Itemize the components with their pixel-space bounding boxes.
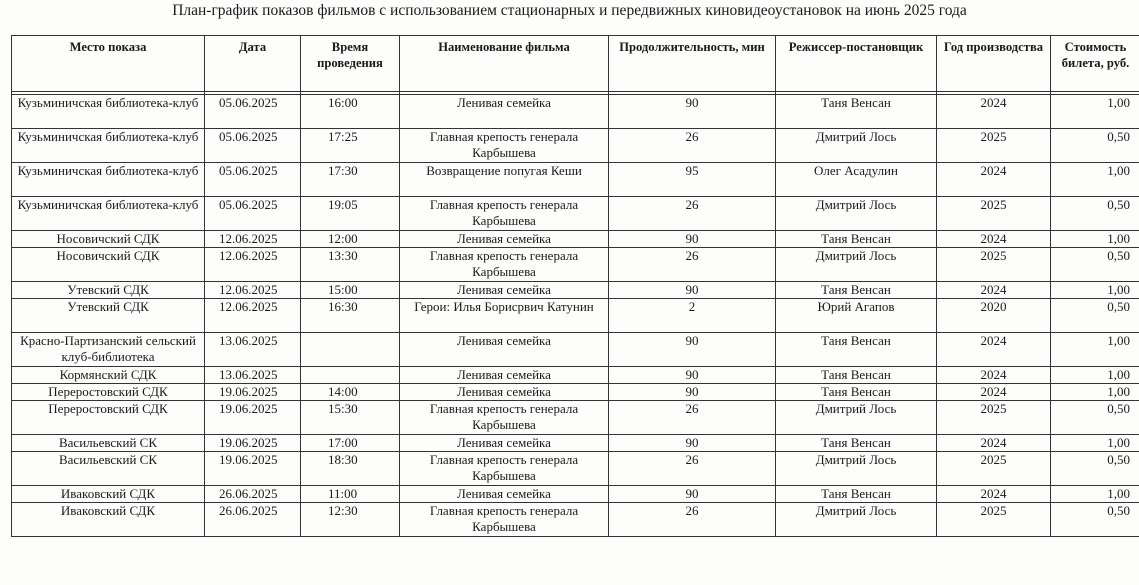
cell-year: 2025 [937,129,1051,163]
cell-director: Таня Венсан [776,333,937,367]
cell-film: Ленивая семейка [400,95,609,129]
schedule-table [11,35,1139,537]
cell-duration: 26 [609,248,776,282]
cell-year: 2024 [937,231,1051,248]
cell-price: 0,50 [1051,452,1139,486]
cell-venue: Васильевский СК [12,435,205,452]
table-body [12,92,1139,537]
cell-time: 14:00 [301,384,400,401]
cell-date: 13.06.2025 [205,333,301,367]
table-row [12,95,1139,129]
cell-film: Ленивая семейка [400,333,609,367]
cell-time: 17:30 [301,163,400,197]
cell-year: 2024 [937,95,1051,129]
cell-price: 1,00 [1051,95,1139,129]
cell-date: 12.06.2025 [205,299,301,333]
cell-date: 12.06.2025 [205,248,301,282]
cell-duration: 90 [609,333,776,367]
cell-director: Дмитрий Лось [776,248,937,282]
table-row [12,163,1139,197]
cell-time: 19:05 [301,197,400,231]
cell-price: 0,50 [1051,299,1139,333]
cell-time: 16:00 [301,95,400,129]
cell-director: Таня Венсан [776,435,937,452]
cell-director: Таня Венсан [776,231,937,248]
cell-date: 05.06.2025 [205,163,301,197]
cell-venue: Переростовский СДК [12,401,205,435]
cell-director: Дмитрий Лось [776,452,937,486]
table-row [12,129,1139,163]
cell-date: 19.06.2025 [205,435,301,452]
cell-film: Главная крепость генерала Карбышева [400,248,609,282]
cell-director: Дмитрий Лось [776,129,937,163]
header-price: Стоимость билета, руб. [1051,36,1139,92]
header-date: Дата [205,36,301,92]
cell-price: 0,50 [1051,503,1139,537]
cell-price: 1,00 [1051,333,1139,367]
cell-duration: 2 [609,299,776,333]
cell-director: Таня Венсан [776,486,937,503]
cell-director: Дмитрий Лось [776,503,937,537]
cell-time [301,367,400,384]
cell-date: 19.06.2025 [205,452,301,486]
cell-time: 17:25 [301,129,400,163]
table-row [12,231,1139,248]
cell-venue: Носовичский СДК [12,231,205,248]
cell-duration: 26 [609,503,776,537]
cell-time: 17:00 [301,435,400,452]
cell-director: Дмитрий Лось [776,197,937,231]
cell-venue: Утевский СДК [12,299,205,333]
table-row [12,452,1139,486]
cell-year: 2024 [937,384,1051,401]
cell-film: Ленивая семейка [400,435,609,452]
cell-price: 0,50 [1051,248,1139,282]
cell-director: Таня Венсан [776,282,937,299]
cell-time: 12:30 [301,503,400,537]
cell-director: Таня Венсан [776,384,937,401]
table-row [12,367,1139,384]
cell-director: Таня Венсан [776,367,937,384]
cell-year: 2025 [937,503,1051,537]
header-time: Время проведения [301,36,400,92]
cell-time: 12:00 [301,231,400,248]
cell-venue: Васильевский СК [12,452,205,486]
page-title: План-график показов фильмов с использованием стационарных и передвижных киновидеоустановок на июнь 2025 года [172,2,967,19]
cell-venue: Переростовский СДК [12,384,205,401]
cell-year: 2024 [937,163,1051,197]
table-row [12,282,1139,299]
cell-date: 05.06.2025 [205,95,301,129]
cell-venue: Красно-Партизанский сельский клуб-библиотека [12,333,205,367]
cell-film: Ленивая семейка [400,231,609,248]
cell-film: Главная крепость генерала Карбышева [400,129,609,163]
header-year: Год производства [937,36,1051,92]
cell-venue: Кузьминичская библиотека-клуб [12,95,205,129]
cell-film: Ленивая семейка [400,282,609,299]
table-row [12,299,1139,333]
table-row [12,248,1139,282]
cell-price: 1,00 [1051,384,1139,401]
cell-year: 2024 [937,367,1051,384]
cell-price: 1,00 [1051,231,1139,248]
cell-price: 1,00 [1051,435,1139,452]
cell-time: 11:00 [301,486,400,503]
cell-venue: Кузьминичская библиотека-клуб [12,197,205,231]
cell-time: 16:30 [301,299,400,333]
cell-film: Главная крепость генерала Карбышева [400,197,609,231]
cell-year: 2025 [937,452,1051,486]
cell-duration: 95 [609,163,776,197]
cell-film: Главная крепость генерала Карбышева [400,503,609,537]
cell-time [301,333,400,367]
cell-venue: Утевский СДК [12,282,205,299]
cell-year: 2024 [937,333,1051,367]
cell-venue: Кормянский СДК [12,367,205,384]
table-row [12,401,1139,435]
cell-duration: 90 [609,95,776,129]
cell-film: Герои: Илья Борисрвич Катунин [400,299,609,333]
cell-year: 2025 [937,401,1051,435]
cell-film: Главная крепость генерала Карбышева [400,452,609,486]
cell-film: Главная крепость генерала Карбышева [400,401,609,435]
cell-price: 1,00 [1051,163,1139,197]
cell-duration: 26 [609,452,776,486]
cell-year: 2020 [937,299,1051,333]
cell-date: 13.06.2025 [205,367,301,384]
cell-year: 2025 [937,248,1051,282]
header-venue: Место показа [12,36,205,92]
cell-film: Ленивая семейка [400,384,609,401]
table-row [12,486,1139,503]
cell-duration: 26 [609,197,776,231]
cell-duration: 90 [609,231,776,248]
cell-time: 15:30 [301,401,400,435]
cell-price: 1,00 [1051,486,1139,503]
header-director: Режиссер-постановщик [776,36,937,92]
table-row [12,384,1139,401]
table-row [12,333,1139,367]
cell-duration: 90 [609,367,776,384]
cell-film: Ленивая семейка [400,486,609,503]
cell-price: 0,50 [1051,197,1139,231]
cell-year: 2024 [937,435,1051,452]
header-film: Наименование фильма [400,36,609,92]
cell-time: 13:30 [301,248,400,282]
cell-director: Олег Асадулин [776,163,937,197]
cell-date: 19.06.2025 [205,401,301,435]
cell-duration: 90 [609,384,776,401]
cell-duration: 26 [609,129,776,163]
cell-time: 15:00 [301,282,400,299]
cell-venue: Носовичский СДК [12,248,205,282]
cell-venue: Кузьминичская библиотека-клуб [12,163,205,197]
cell-price: 0,50 [1051,401,1139,435]
cell-price: 1,00 [1051,282,1139,299]
table-row [12,435,1139,452]
table-header-row [12,36,1139,92]
cell-venue: Иваковский СДК [12,503,205,537]
cell-venue: Кузьминичская библиотека-клуб [12,129,205,163]
cell-price: 0,50 [1051,129,1139,163]
cell-director: Дмитрий Лось [776,401,937,435]
cell-film: Ленивая семейка [400,367,609,384]
cell-duration: 90 [609,435,776,452]
cell-venue: Иваковский СДК [12,486,205,503]
cell-duration: 90 [609,282,776,299]
cell-year: 2025 [937,197,1051,231]
table-row [12,197,1139,231]
cell-duration: 26 [609,401,776,435]
cell-year: 2024 [937,282,1051,299]
cell-director: Таня Венсан [776,95,937,129]
cell-date: 05.06.2025 [205,129,301,163]
cell-duration: 90 [609,486,776,503]
cell-date: 12.06.2025 [205,282,301,299]
table-row [12,503,1139,537]
cell-date: 05.06.2025 [205,197,301,231]
cell-date: 19.06.2025 [205,384,301,401]
cell-time: 18:30 [301,452,400,486]
cell-date: 26.06.2025 [205,503,301,537]
cell-price: 1,00 [1051,367,1139,384]
header-duration: Продолжительность, мин [609,36,776,92]
cell-director: Юрий Агапов [776,299,937,333]
cell-date: 12.06.2025 [205,231,301,248]
cell-film: Возвращение попугая Кеши [400,163,609,197]
cell-year: 2024 [937,486,1051,503]
cell-date: 26.06.2025 [205,486,301,503]
